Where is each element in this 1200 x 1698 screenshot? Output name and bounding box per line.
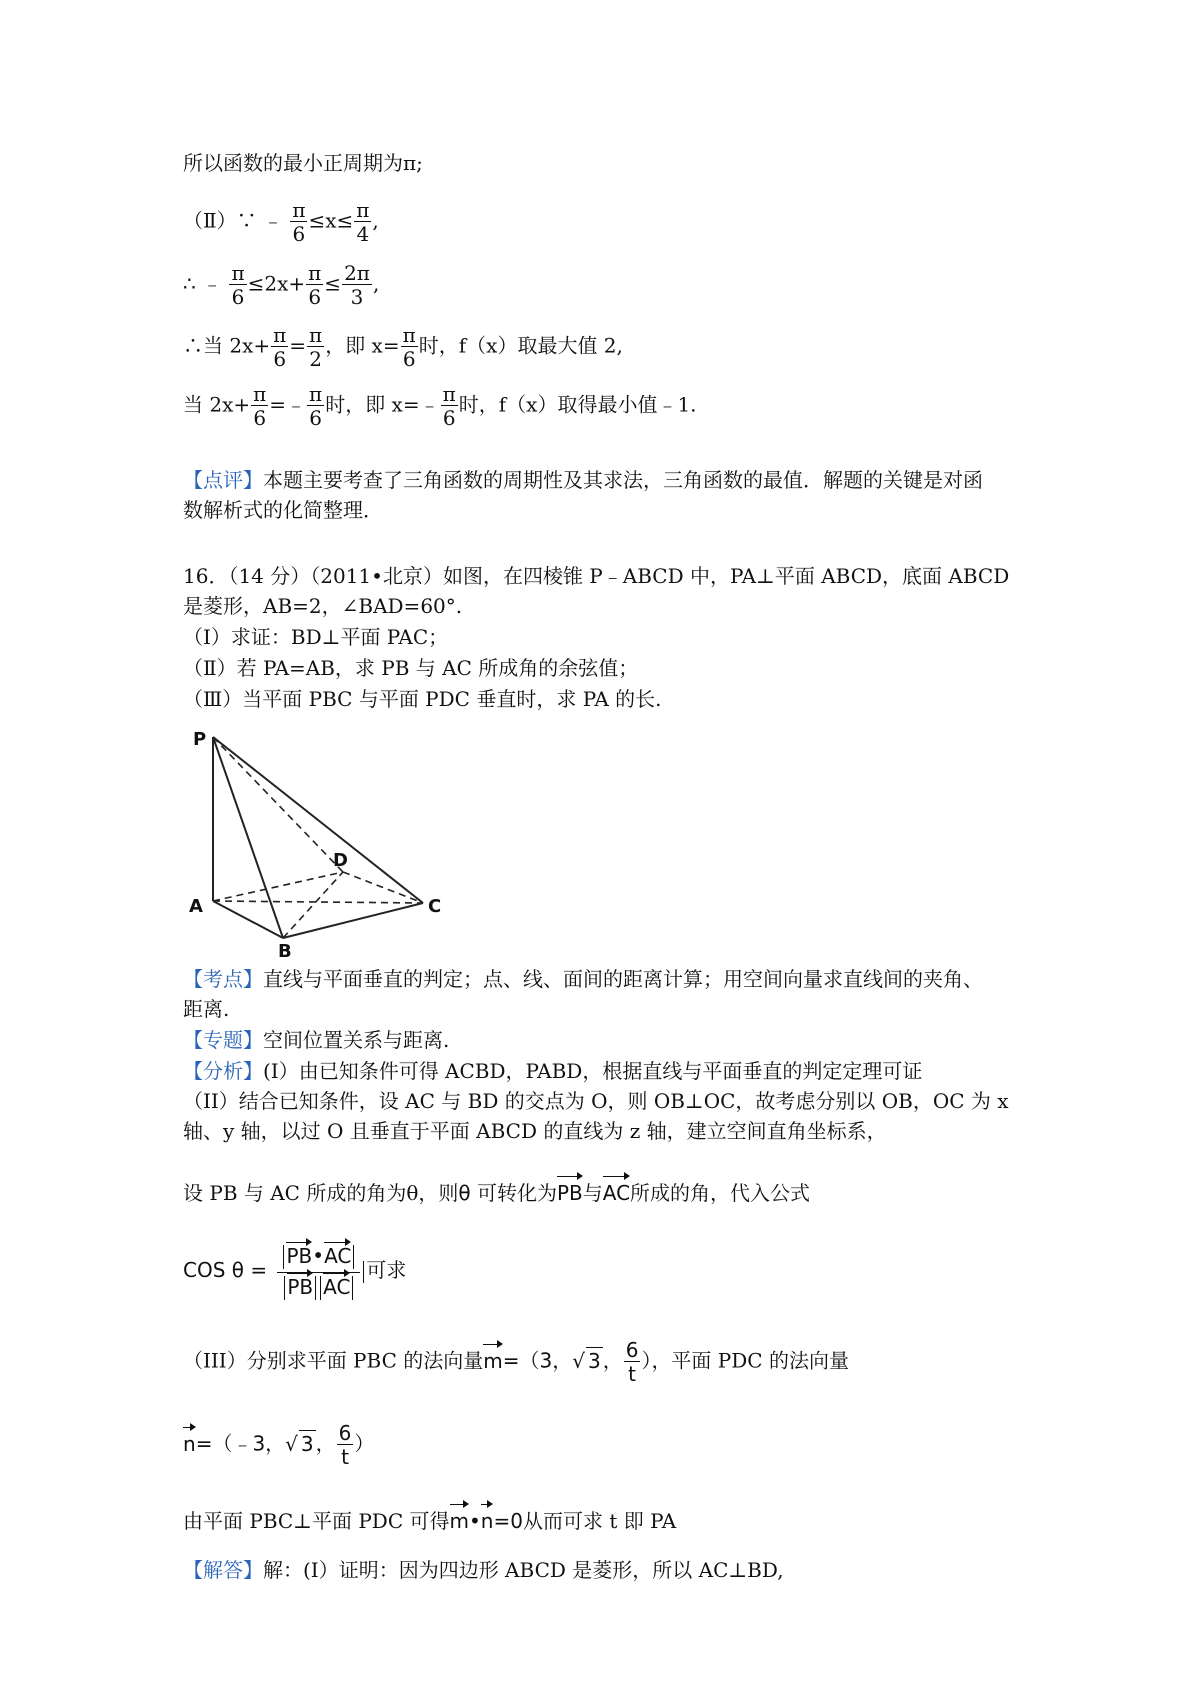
jieda-tag: 【解答】	[183, 1558, 263, 1582]
zhuanti-line	[183, 1027, 449, 1053]
cos-label: COS θ =	[183, 1258, 268, 1282]
equals-negative: =﹣	[269, 392, 307, 417]
le-2x-plus: ≤2x+	[247, 271, 306, 296]
fenxi-line4c: 所成的角	[630, 1181, 711, 1205]
fraction-pi-4: $\frac{\pi}{4}$	[356, 198, 370, 246]
comment-line-2: 数解析式的化简整理．	[183, 498, 383, 522]
fraction-6-t: $\frac{6}{t}$	[625, 1338, 639, 1386]
when-min-prefix: 当 2x+	[183, 392, 251, 417]
normal-vector-n-line: n=（﹣3，√ 3 ， $\frac{6}{t}$ ）	[183, 1421, 375, 1469]
equals-sign: =	[289, 333, 307, 358]
fraction-pi-2: $\frac{\pi}{2}$	[309, 323, 323, 371]
fenxi-tag: 【分析】	[183, 1059, 263, 1083]
part2-label: （Ⅱ）∵	[183, 208, 257, 233]
m-open: =（3，	[502, 1348, 573, 1373]
fraction-pi-6: $\frac{\pi}{6}$	[308, 261, 322, 309]
comment-line-1	[183, 467, 983, 493]
kaodian-tag: 【考点】	[183, 967, 263, 991]
problem16-question-3: （Ⅲ）当平面 PBC 与平面 PDC 垂直时，求 PA 的长.	[183, 687, 662, 711]
fraction-6-t: $\frac{6}{t}$	[338, 1421, 352, 1469]
equals-zero: =0	[493, 1509, 523, 1533]
diagonal-ac	[213, 901, 423, 903]
fraction-pi-6: $\frac{\pi}{6}$	[442, 382, 456, 430]
fenxi-text-1: (I）由已知条件可得 ACBD，PABD，根据直线与平面垂直的判定定理可证	[263, 1059, 923, 1083]
edge-pb	[213, 737, 283, 938]
zhuanti-text: 空间位置关系与距离.	[263, 1028, 450, 1052]
ie-x-eq-neg: 时，即 x=﹣	[325, 392, 440, 417]
problem16-question-1: （Ⅰ）求证：BD⊥平面 PAC；	[183, 625, 449, 649]
edge-pd	[213, 737, 343, 872]
kaodian-line-1	[183, 966, 983, 992]
normal-vector-m-line: （III）分别求平面 PBC 的法向量m=（3，√ 3 ， $\frac{6}{t}$ ），平面 PDC 的法向量	[183, 1338, 849, 1386]
fenxi-line4a: 设 PB 与 AC 所成的角为θ，则	[183, 1181, 459, 1205]
fenxi-line-3: 轴、y 轴，以过 O 且垂直于平面 ABCD 的直线为 z 轴，建立空间直角坐标系，	[183, 1119, 887, 1143]
diagonal-bd	[283, 872, 343, 938]
edge-bc	[283, 903, 423, 938]
zhuanti-tag: 【专题】	[183, 1028, 263, 1052]
vertex-label-p: P	[193, 729, 207, 750]
fenxi-line4d: ，代入公式	[710, 1181, 811, 1205]
fraction-pi-6: $\frac{\pi}{6}$	[402, 323, 416, 371]
fraction-pi-6: $\frac{\pi}{6}$	[273, 323, 287, 371]
min-value-line	[183, 384, 697, 428]
fenxi-line8b: 从而可求 t 即 PA	[522, 1509, 677, 1533]
therefore-symbol: ∴	[183, 271, 196, 296]
when-max-prefix: ∴当 2x+	[183, 333, 271, 358]
fraction-pi-6: $\frac{\pi}{6}$	[231, 261, 245, 309]
jieda-line	[183, 1557, 784, 1583]
vector-pb: PB	[556, 1181, 583, 1205]
kaodian-text: 直线与平面垂直的判定；点、线、面间的距离计算；用空间向量求直线间的夹角、	[263, 967, 983, 991]
pyramid-figure	[183, 725, 453, 962]
comment-text-1: 本题主要考查了三角函数的周期性及其求法，三角函数的最值．解题的关键是对函	[263, 468, 983, 492]
fenxi-line6a: （III）分别求平面 PBC 的法向量	[183, 1348, 484, 1373]
fenxi-line4b: θ 可转化为	[458, 1181, 557, 1205]
le-sign: ≤	[324, 271, 342, 296]
period-line: 所以函数的最小正周期为π;	[183, 151, 423, 175]
max-suffix: 时，f（x）取最大值 2,	[418, 333, 623, 358]
fenxi-line-2: （II）结合已知条件，设 AC 与 BD 的交点为 O，则 OB⊥OC，故考虑分别以 OB，OC 为 x	[183, 1089, 1009, 1113]
vertex-label-d: D	[333, 850, 348, 871]
fenxi-line6b: ，平面 PDC 的法向量	[651, 1348, 849, 1373]
vertex-label-b: B	[278, 941, 292, 962]
fenxi-yu: 与	[582, 1181, 603, 1205]
sqrt-3: √ 3	[285, 1431, 314, 1456]
le-x-le: ≤x≤	[308, 208, 354, 233]
jieda-text: 解：(I）证明：因为四边形 ABCD 是菱形，所以 AC⊥BD,	[263, 1558, 784, 1582]
vector-ac: AC	[602, 1181, 631, 1205]
part2-inequality-2: ∴ ﹣ $\frac{\pi}{6}$ ≤2x+ $\frac{\pi}{6}$ ≤ $\frac{2\pi}{3}$ ,	[183, 261, 380, 309]
fraction-pi-6: $\frac{\pi}{6}$	[292, 198, 306, 246]
vertex-label-c: C	[428, 896, 442, 917]
ie-x-eq: ，即 x=	[325, 333, 400, 358]
minus-sign: ﹣	[262, 208, 283, 233]
vector-n: n	[480, 1509, 494, 1533]
kaodian-line-2: 距离.	[183, 997, 230, 1021]
cos-formula	[183, 1243, 406, 1300]
fenxi-line-1	[183, 1058, 922, 1084]
perpendicular-condition-line: 由平面 PBC⊥平面 PDC 可得m•n=0从而可求 t 即 PA	[183, 1509, 677, 1533]
vector-m: m	[449, 1509, 469, 1533]
part2-inequality-1: （Ⅱ）∵ ﹣ $\frac{\pi}{6}$ ≤x≤ $\frac{\pi}{4}$ ,	[183, 198, 379, 246]
fraction-2pi-3: $\frac{2\pi}{3}$	[344, 261, 370, 309]
edge-pc	[213, 737, 423, 903]
cos-fraction: $\frac{PB•AC}{\text{PB AC}}$	[277, 1243, 360, 1300]
min-suffix: 时，f（x）取得最小值﹣1.	[458, 392, 697, 417]
vector-m: m	[483, 1348, 503, 1373]
sqrt-3: √ 3	[572, 1348, 601, 1373]
problem16-question-2: （Ⅱ）若 PA=AB，求 PB 与 AC 所成角的余弦值；	[183, 656, 639, 680]
max-value-line	[183, 325, 623, 369]
n-open: =（﹣3，	[195, 1431, 286, 1456]
fenxi-line8a: 由平面 PBC⊥平面 PDC 可得	[183, 1509, 450, 1533]
edge-dc	[343, 872, 423, 903]
fraction-pi-6: $\frac{\pi}{6}$	[253, 382, 267, 430]
problem16-line-2: 是菱形，AB=2，∠BAD=60°.	[183, 594, 463, 618]
vector-n: n	[183, 1431, 196, 1456]
minus-sign: ﹣	[202, 271, 223, 296]
keqiu-text: 可求	[366, 1258, 407, 1282]
problem16-line-1: 16．（14 分）（2011•北京）如图，在四棱锥 P﹣ABCD 中，PA⊥平面 ABCD，底面 ABCD	[183, 564, 1010, 588]
vertex-label-a: A	[189, 896, 203, 917]
edge-ad	[213, 872, 343, 901]
fenxi-line-4	[183, 1180, 810, 1206]
fraction-pi-6: $\frac{\pi}{6}$	[309, 382, 323, 430]
comment-tag: 【点评】	[183, 468, 263, 492]
